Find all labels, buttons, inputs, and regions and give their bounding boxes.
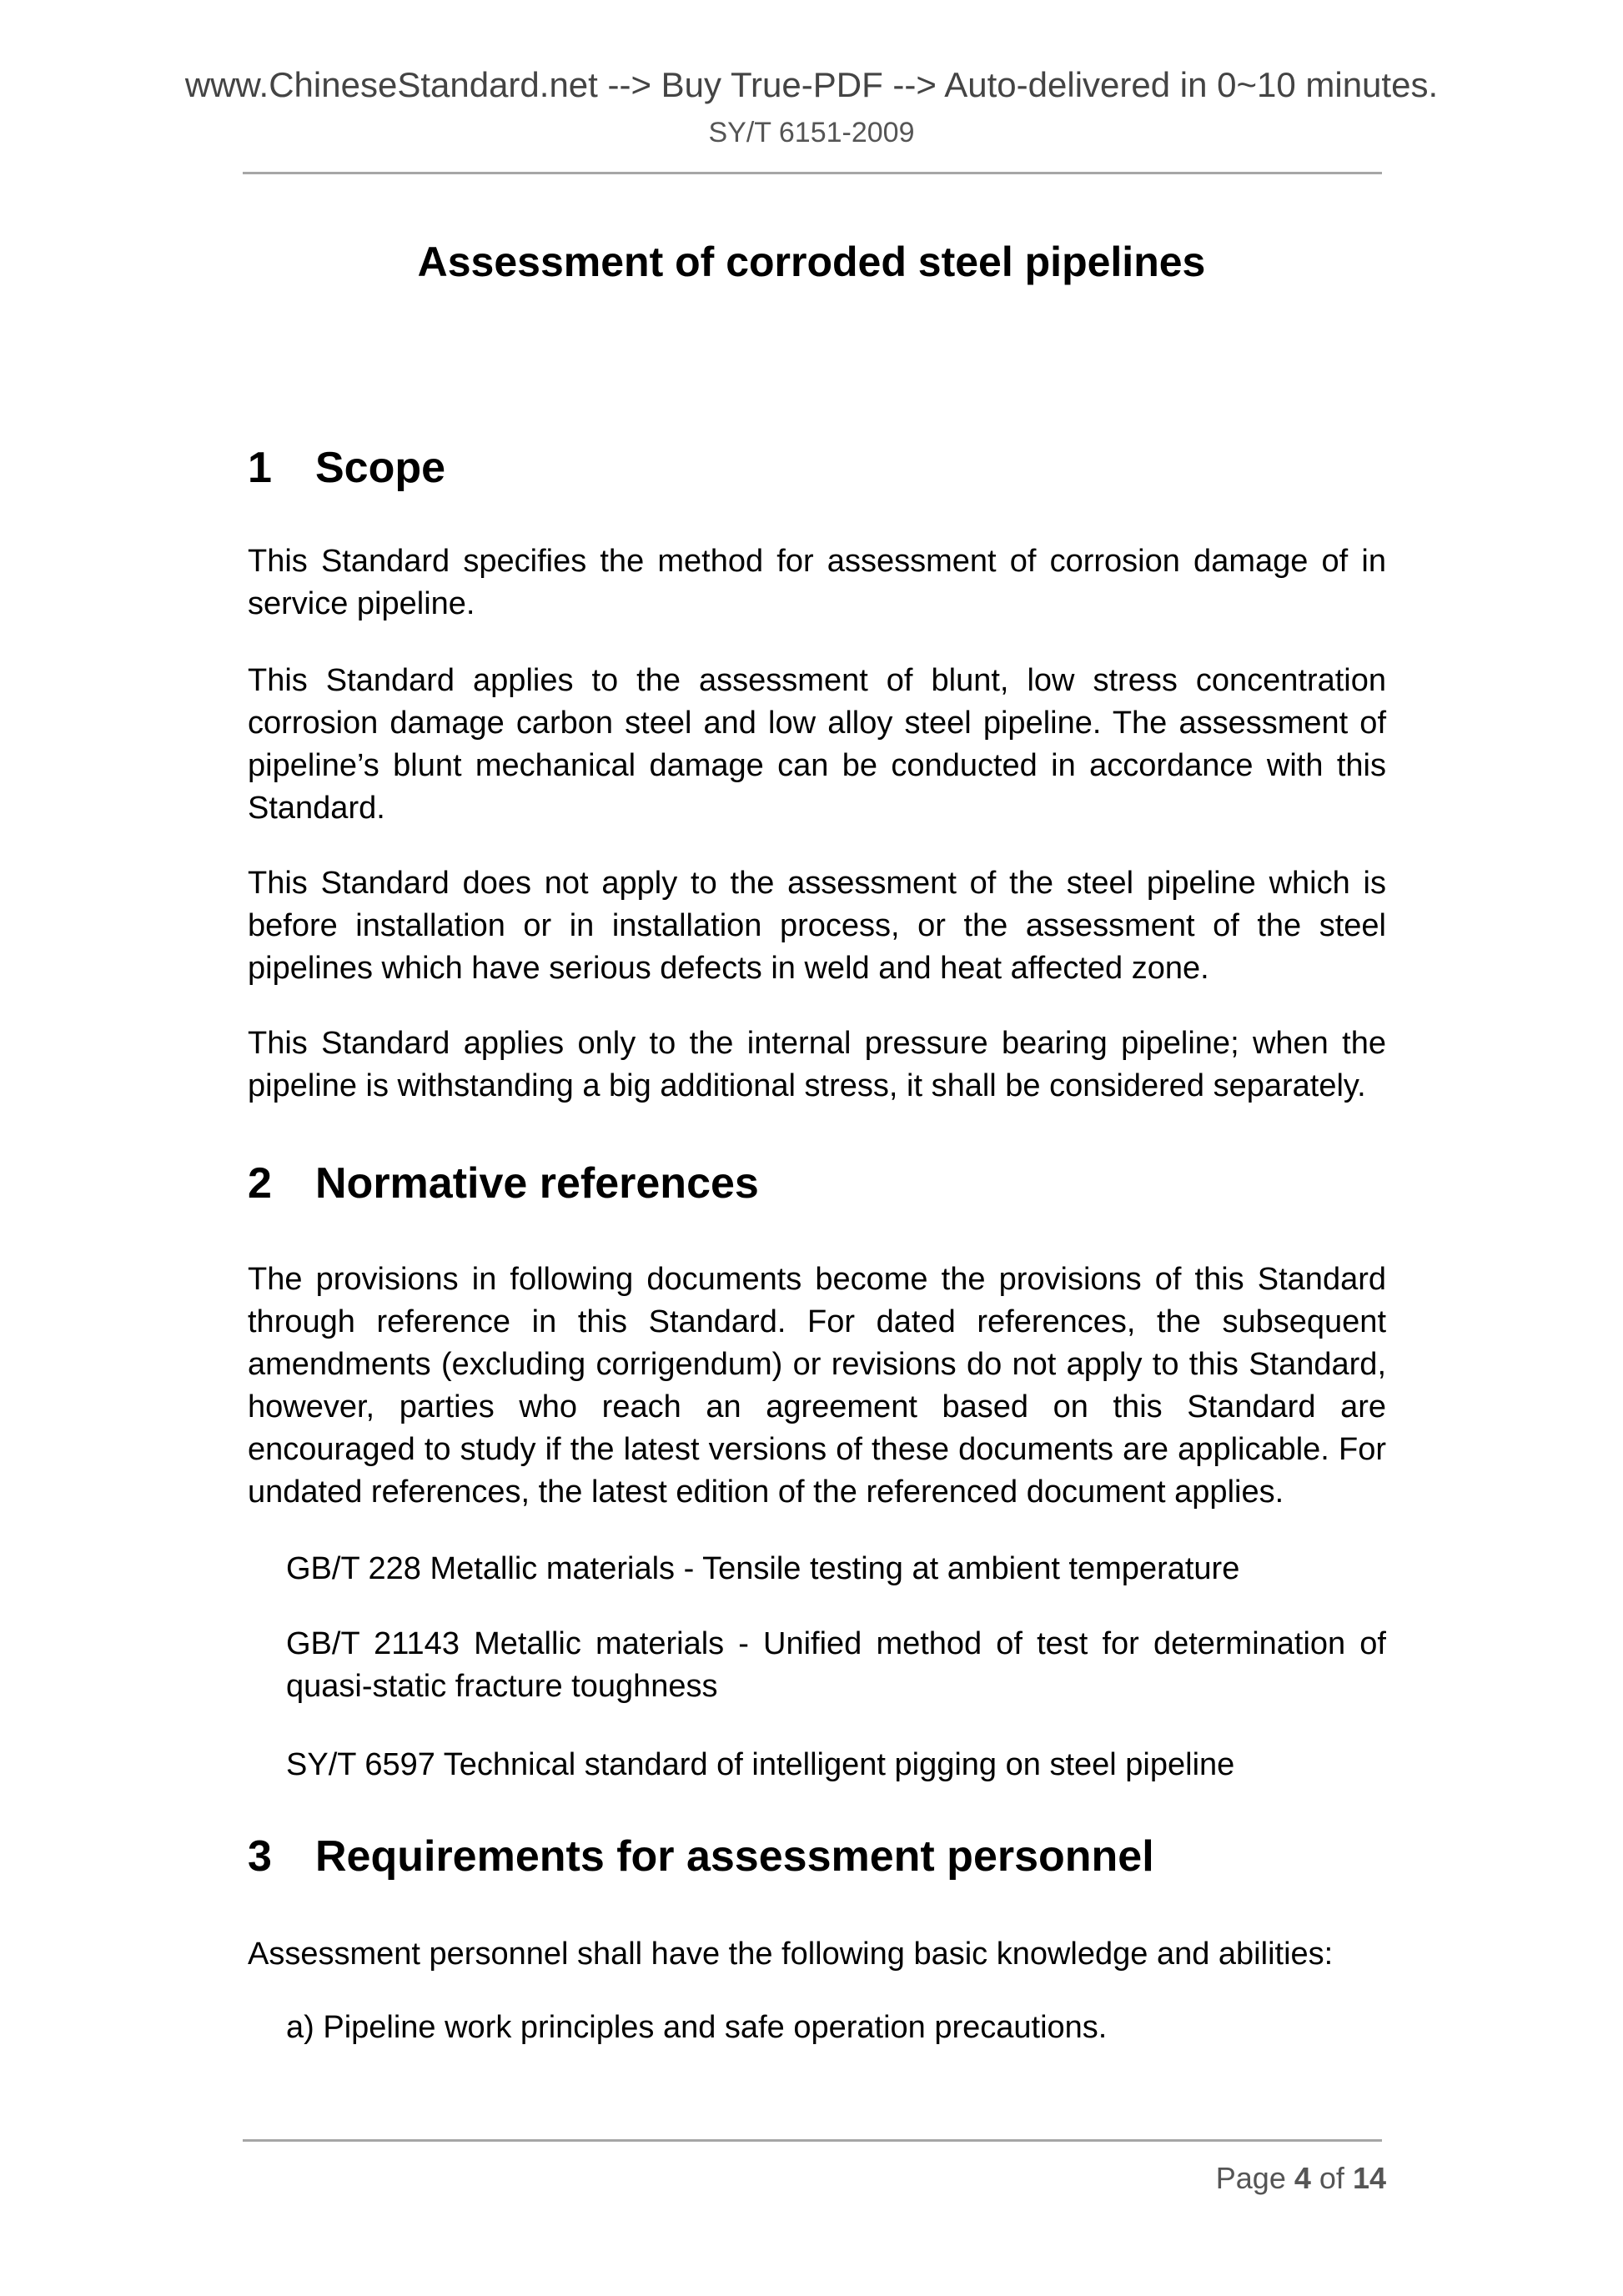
header-divider <box>243 172 1382 174</box>
footer-divider <box>243 2139 1382 2142</box>
reference-item: GB/T 21143 Metallic materials - Unified method of test for determination of quasi-static fracture toughness <box>286 1626 1386 1704</box>
header-standard-code: SY/T 6151-2009 <box>708 117 915 148</box>
section-title: Requirements for assessment personnel <box>315 1832 1154 1881</box>
current-page-number: 4 <box>1294 2161 1311 2195</box>
requirement-item-a: a) Pipeline work principles and safe operation precautions. <box>286 2010 1108 2045</box>
section-2-heading <box>248 1158 1386 1208</box>
personnel-requirements-intro: Assessment personnel shall have the following basic knowledge and abilities: <box>248 1937 1334 1972</box>
page-indicator <box>1084 2158 1386 2198</box>
scope-paragraph-4: This Standard applies only to the internal pressure bearing pipeline; when the pipeline is withstanding a big additional stress, it shall be considered separately. <box>248 1026 1386 1103</box>
section-title: Scope <box>315 444 446 492</box>
section-number: 3 <box>248 1832 272 1881</box>
scope-paragraph-2: This Standard applies to the assessment of blunt, low stress concentration corrosion damage carbon steel and low alloy steel pipeline. The assessment of pipeline’s blunt mechanical damage can be conducted in accordance with this Standard. <box>248 663 1386 826</box>
normative-references-paragraph: The provisions in following documents become the provisions of this Standard through reference in this Standard. For dated references, the subsequent amendments (excluding corrigendum) or revisions do not apply to this Standard, however, parties who reach an agreement based on this Standard are encouraged to study if the latest versions of these documents are applicable. For undated references, the latest edition of the referenced document applies. <box>248 1262 1386 1510</box>
section-number: 1 <box>248 444 272 492</box>
section-number: 2 <box>248 1159 272 1208</box>
total-pages-number: 14 <box>1352 2161 1386 2195</box>
page-prefix: Page <box>1215 2161 1286 2195</box>
document-title: Assessment of corroded steel pipelines <box>417 239 1206 285</box>
section-3-heading <box>248 1831 1386 1882</box>
reference-item: GB/T 228 Metallic materials - Tensile testing at ambient temperature <box>286 1551 1240 1586</box>
page-separator: of <box>1319 2161 1344 2195</box>
section-1-heading <box>248 443 1386 493</box>
section-title: Normative references <box>315 1159 759 1208</box>
header-promo-line: www.ChineseStandard.net --> Buy True-PDF --> Auto-delivered in 0~10 minutes. <box>184 65 1439 104</box>
reference-item: SY/T 6597 Technical standard of intelligent pigging on steel pipeline <box>286 1747 1235 1782</box>
scope-paragraph-3: This Standard does not apply to the assessment of the steel pipeline which is before installation or in installation process, or the assessment of the steel pipelines which have serious defects in weld and heat affected zone. <box>248 866 1386 986</box>
scope-paragraph-1: This Standard specifies the method for assessment of corrosion damage of in service pipeline. <box>248 544 1386 621</box>
